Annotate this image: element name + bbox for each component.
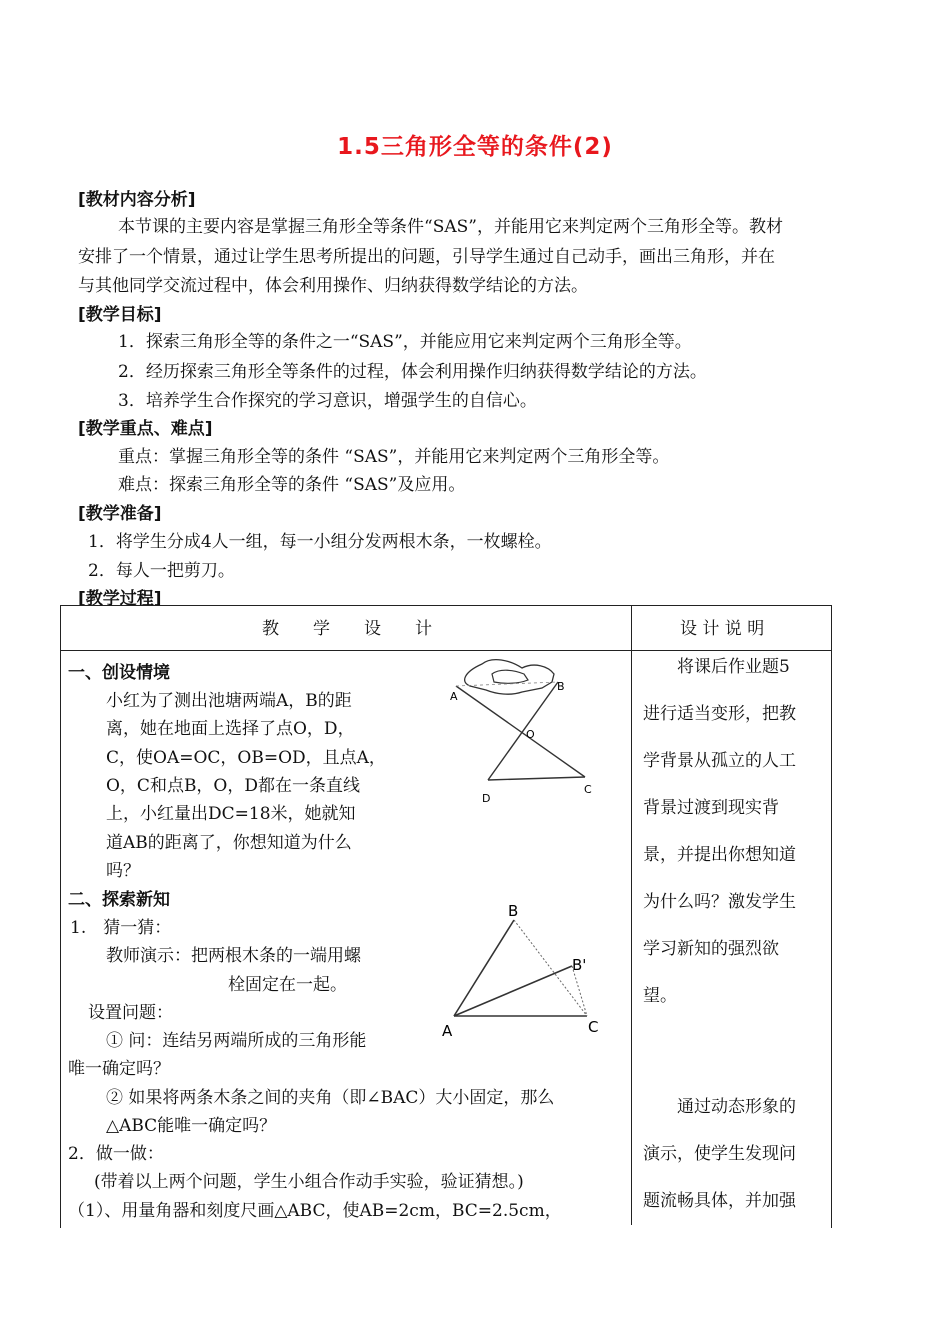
note1-line-1: 将课后作业题5 [677,657,790,677]
question-1-line-1: ① 问：连结另两端所成的三角形能 [106,1031,367,1051]
fig1-label-a: A [450,690,458,703]
note2-line-3: 题流畅具体，并加强 [643,1191,796,1211]
fig1-label-c: C [584,783,592,796]
note1-line-8: 望。 [643,986,677,1006]
fig2-label-c: C [588,1018,599,1036]
guess-title: 1. 猜一猜： [70,918,172,938]
process-heading: [教学过程] [78,589,162,609]
pond-outline [465,660,554,695]
preparation-item-1: 1．将学生分成4人一组，每一小组分发两根木条，一枚螺栓。 [88,532,552,552]
fig2-label-b-prime: B' [572,956,587,974]
note1-line-7: 学习新知的强烈欲 [643,939,779,959]
fig2-label-a: A [442,1022,453,1040]
segment-dc [488,777,585,780]
table-column-divider [631,605,632,1225]
segment-ac [456,686,585,777]
note1-line-4: 背景过渡到现实背 [643,798,779,818]
header-teaching-design: 教 学 设 计 [262,619,432,639]
goal-item-3: 3．培养学生合作探究的学习意识，增强学生的自信心。 [118,391,537,411]
fig1-label-b: B [557,680,565,693]
side-ab-prime [454,966,572,1016]
note1-line-3: 学背景从孤立的人工 [643,751,796,771]
question-2-line-1: ② 如果将两条木条之间的夹角（即∠BAC）大小固定，那么 [106,1088,555,1108]
goal-item-2: 2．经历探索三角形全等条件的过程，体会利用操作归纳获得数学结论的方法。 [118,362,707,382]
analysis-line-1: 本节课的主要内容是掌握三角形全等条件“SAS”，并能用它来判定两个三角形全等。教材 [118,217,783,237]
note2-line-1: 通过动态形象的 [677,1097,796,1117]
do-line-1: (带着以上两个问题，学生小组合作动手实验，验证猜想。) [94,1172,524,1192]
note2-line-2: 演示，使学生发现问 [643,1144,796,1164]
header-design-notes: 设 计 说 明 [680,619,765,639]
note1-line-6: 为什么吗？激发学生 [643,892,796,912]
keypoints-heading: [教学重点、难点] [78,419,213,439]
note1-line-2: 进行适当变形，把教 [643,704,796,724]
part2-title: 二、探索新知 [68,890,170,910]
keypoint-item-2: 难点：探索三角形全等的条件 “SAS”及应用。 [118,475,466,495]
analysis-line-2: 安排了一个情景，通过让学生思考所提出的问题，引导学生通过自己动手，画出三角形，并在 [78,247,775,267]
scenario-line-6: 道AB的距离了，你想知道为什么 [106,833,352,853]
segment-ab [456,682,558,686]
do-title: 2．做一做： [68,1144,164,1164]
note1-line-5: 景，并提出你想知道 [643,845,796,865]
fig1-label-d: D [482,792,491,805]
scenario-line-1: 小红为了测出池塘两端A，B的距 [106,691,352,711]
scenario-line-3: C，使OA=OC，OB=OD，且点A， [106,748,386,768]
scenario-line-7: 吗？ [106,861,140,881]
part1-title: 一、创设情境 [68,663,170,683]
segment-bd [488,682,558,780]
preparation-heading: [教学准备] [78,504,162,524]
demo-line-2: 栓固定在一起。 [228,975,347,995]
keypoint-item-1: 重点：掌握三角形全等的条件 “SAS”，并能用它来判定两个三角形全等。 [118,447,670,467]
do-line-2: （1）、用量角器和刻度尺画△ABC，使AB=2cm，BC=2.5cm， [68,1201,562,1221]
demo-line-1: 教师演示：把两根木条的一端用螺 [106,946,361,966]
goals-heading: [教学目标] [78,305,162,325]
analysis-line-3: 与其他同学交流过程中，体会利用操作、归纳获得数学结论的方法。 [78,276,588,296]
triangle-figure [432,898,622,1043]
scenario-line-2: 离，她在地面上选择了点O，D， [106,719,355,739]
goal-item-1: 1．探索三角形全等的条件之一“SAS”，并能应用它来判定两个三角形全等。 [118,332,692,352]
fig2-label-b: B [508,902,519,920]
design-note-1 [643,644,821,1020]
preparation-item-2: 2．每人一把剪刀。 [88,561,235,581]
design-note-2 [643,1084,821,1225]
scenario-line-4: O，C和点B，O，D都在一条直线 [106,776,361,796]
side-ab [454,920,514,1016]
pond-figure [430,652,630,807]
fig1-label-o: O [526,728,535,741]
analysis-heading: [教材内容分析] [78,190,196,210]
pond-inner-outline [492,670,528,683]
question-title: 设置问题： [88,1003,173,1023]
scenario-line-5: 上，小红量出DC=18米，她就知 [106,804,356,824]
question-2-line-2: △ABC能唯一确定吗？ [106,1116,277,1136]
question-1-line-2: 唯一确定吗？ [68,1059,170,1079]
page-title: 1.5三角形全等的条件(2) [337,134,613,160]
